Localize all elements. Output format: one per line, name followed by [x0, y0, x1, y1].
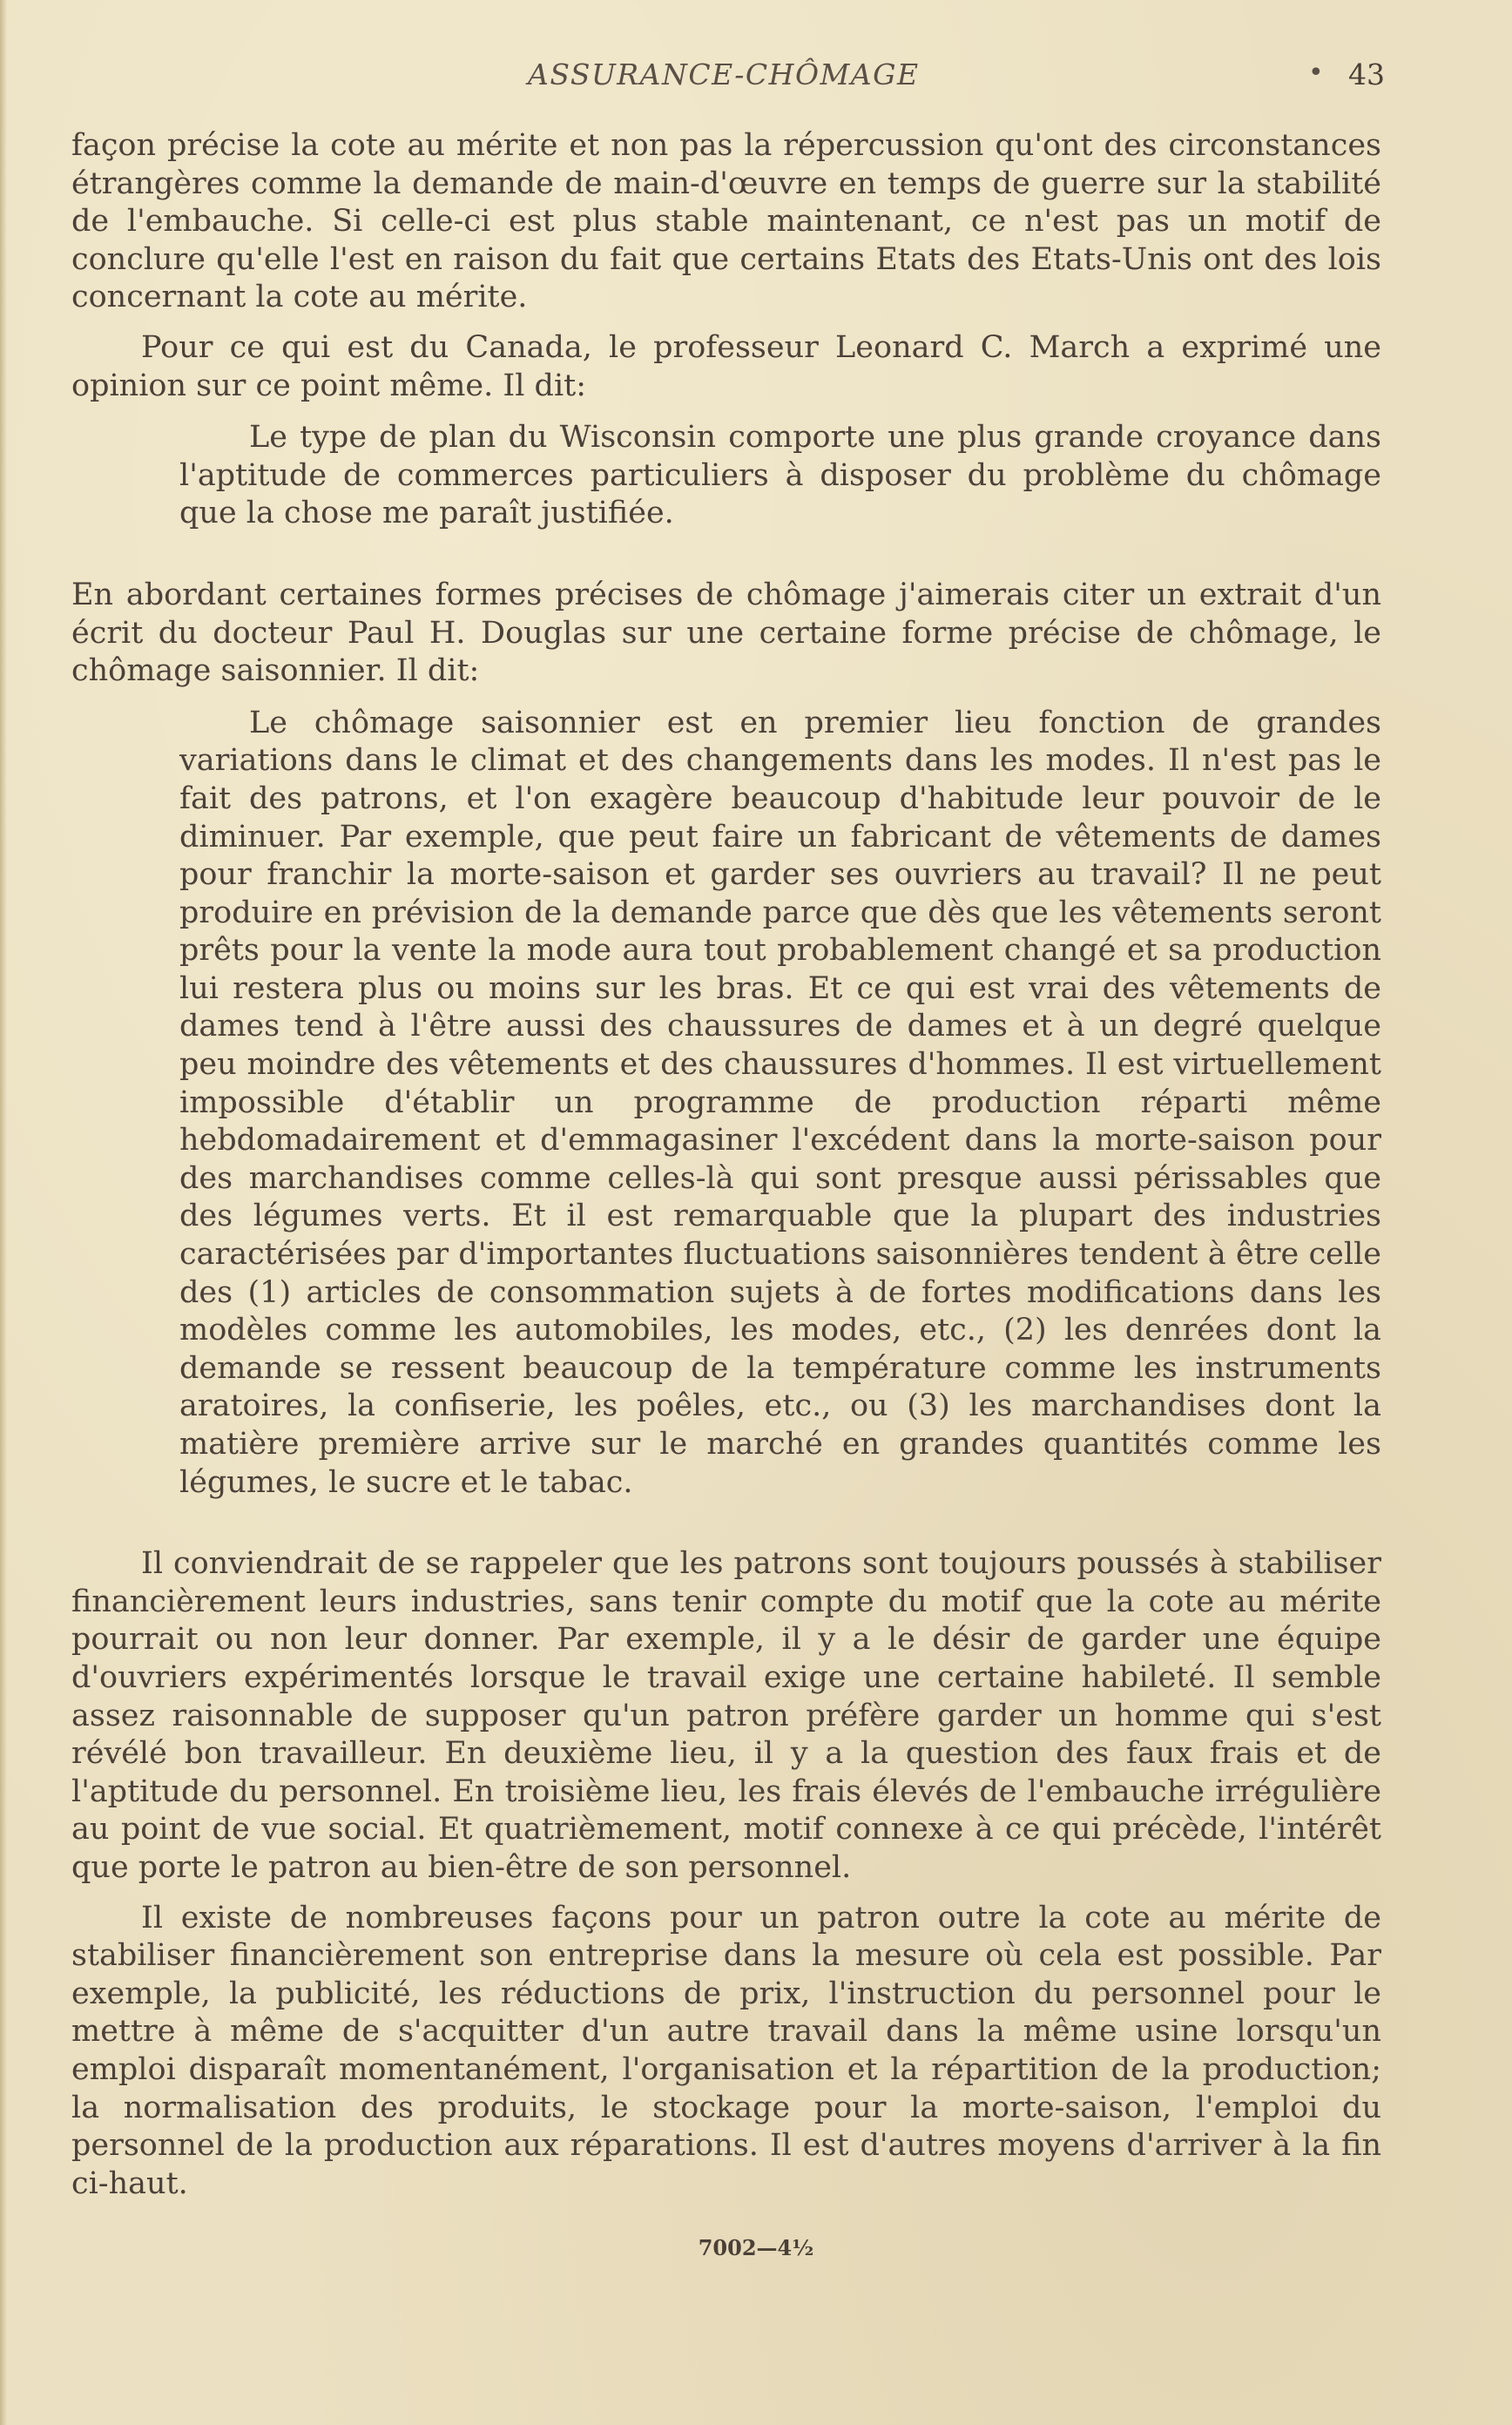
- paragraph-employers: Il conviendrait de se rappeler que les patrons sont toujours poussés à stabiliser financièrement leurs industries, sans tenir compte du motif que la cote au mérite pourrait ou non leur donner. Par exemple, il y a le désir de garder une équipe d'ouvriers expérimentés lorsque le travail exige une certaine habileté. Il semble assez raisonnable de supposer qu'un patron préfère garder un homme qui s'est révélé bon travailleur. En deuxième lieu, il y a la question des faux frais et de l'aptitude du personnel. En troisième lieu, les frais élevés de l'embauche irrégulière au point de vue social. Et quatrièmement, motif connexe à ce qui précède, l'intérêt que porte le patron au bien-être de son personnel.: [71, 1546, 1381, 1885]
- running-head: [0, 57, 1512, 96]
- paragraph-douglas-intro: En abordant certaines formes précises de chômage j'aimerais citer un extrait d'un écrit du docteur Paul H. Douglas sur une certaine forme précise de chômage, le chômage saisonnier. Il dit:: [71, 577, 1381, 689]
- body-text: [71, 127, 1381, 2203]
- quote-march: Le type de plan du Wisconsin comporte une plus grande croyance dans l'aptitude de commerces particuliers à disposer du problème du chômage que la chose me paraît justifiée.: [179, 420, 1381, 531]
- quote-douglas: Le chômage saisonnier est en premier lieu fonction de grandes variations dans le climat et des changements dans les modes. Il n'est pas le fait des patrons, et l'on exagère beaucoup d'habitude leur pouvoir de le diminuer. Par exemple, que peut faire un fabricant de vêtements de dames pour franchir la morte-saison et garder ses ouvriers au travail? Il ne peut produire en prévision de la demande parce que dès que les vêtements seront prêts pour la vente la mode aura tout probablement changé et sa production lui restera plus ou moins sur les bras. Et ce qui est vrai des vêtements de dames tend à l'être aussi des chaussures de dames et à un degré quelque peu moindre des vêtements et des chaussures d'hommes. Il est virtuellement impossible d'établir un programme de production réparti même hebdomadairement et d'emmagasiner l'excédent dans la morte-saison pour des marchandises comme celles-là qui sont presque aussi périssables que des légumes verts. Et il est remarquable que la plupart des industries caractérisées par d'importantes fluctuations saisonnières tendent à être celle des (1) articles de consommation sujets à de fortes modifications dans les modèles comme les automobiles, les modes, etc., (2) les denrées dont la demande se ressent beaucoup de la température comme les instruments aratoires, la confiserie, les poêles, etc., ou (3) les marchandises dont la matière première arrive sur le marché en grandes quantités comme les légumes, le sucre et le tabac.: [179, 705, 1381, 1500]
- paragraph-continued: façon précise la cote au mérite et non pas la répercussion qu'ont des circonstances étrangères comme la demande de main-d'œuvre en temps de guerre sur la stabilité de l'embauche. Si celle-ci est plus stable maintenant, ce n'est pas un motif de conclure qu'elle l'est en raison du fait que certains Etats des Etats-Unis ont des lois concernant la cote au mérite.: [71, 128, 1381, 315]
- page-number: 43: [1348, 57, 1385, 91]
- paragraph-stabilisation: Il existe de nombreuses façons pour un patron outre la cote au mérite de stabiliser financièrement son entreprise dans la mesure où cela est possible. Par exemple, la publicité, les réductions de prix, l'instruction du personnel pour le mettre à même de s'acquitter d'un autre travail dans la même usine lorsqu'un emploi disparaît momentanément, l'organisation et la répartition de la production; la normalisation des produits, le stockage pour la morte-saison, l'emploi du personnel de la production aux réparations. Il est d'autres moyens d'arriver à la fin ci-haut.: [71, 1900, 1381, 2201]
- header-dot: •: [1308, 57, 1324, 88]
- paragraph-canada: Pour ce qui est du Canada, le professeur Leonard C. March a exprimé une opinion sur ce point même. Il dit:: [71, 329, 1381, 403]
- printer-signature: 7002—4½: [698, 2235, 814, 2260]
- page-edge-shadow: [0, 0, 7, 2425]
- running-title: ASSURANCE-CHÔMAGE: [528, 57, 920, 91]
